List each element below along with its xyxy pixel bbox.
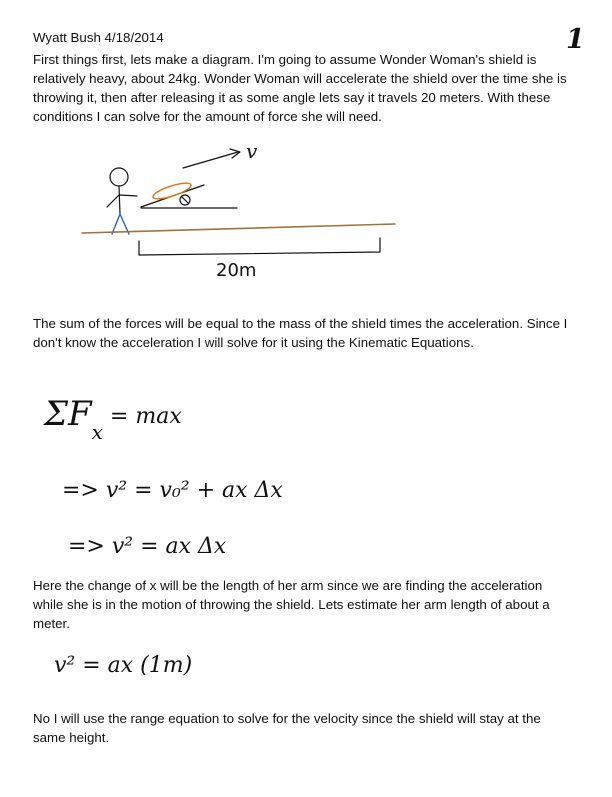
equation-sum-forces: $\Sigma F_x$ $^{= max}$ bbox=[44, 394, 182, 444]
sum-forces-paragraph: The sum of the forces will be equal to the mass of the shield times the acceleration. Since I don't know the acceleration I will solve for it using the Kinematic Equations. bbox=[33, 316, 568, 350]
equation-kinematic-reduced: => v² = ax Δx bbox=[68, 534, 227, 559]
equation-kinematic: => v² = v₀² + ax Δx bbox=[62, 478, 283, 503]
delta-x-paragraph: Here the change of x will be the length of her arm since we are finding the acceleration while she is in the motion of throwing the shield. Lets estimate her arm length of about a meter. bbox=[33, 578, 550, 631]
author-date: Wyatt Bush 4/18/2014 bbox=[33, 30, 164, 45]
page-number: 1 bbox=[566, 24, 585, 55]
equation-arm-length: v² = ax (1m) bbox=[54, 653, 193, 678]
distance-label: 20m bbox=[216, 260, 257, 281]
velocity-label: v bbox=[246, 139, 258, 163]
range-paragraph: No I will use the range equation to solve for the velocity since the shield will stay at the same height. bbox=[33, 711, 541, 745]
intro-paragraph: First things first, lets make a diagram. I'm going to assume Wonder Woman's shield is relatively heavy, about 24kg. Wonder Woman will accelerate the shield over the time she is throwing it, then after releasing it as some angle lets say it travels 20 meters. With these conditions I can solve for the amount of force she will need. bbox=[33, 52, 567, 124]
